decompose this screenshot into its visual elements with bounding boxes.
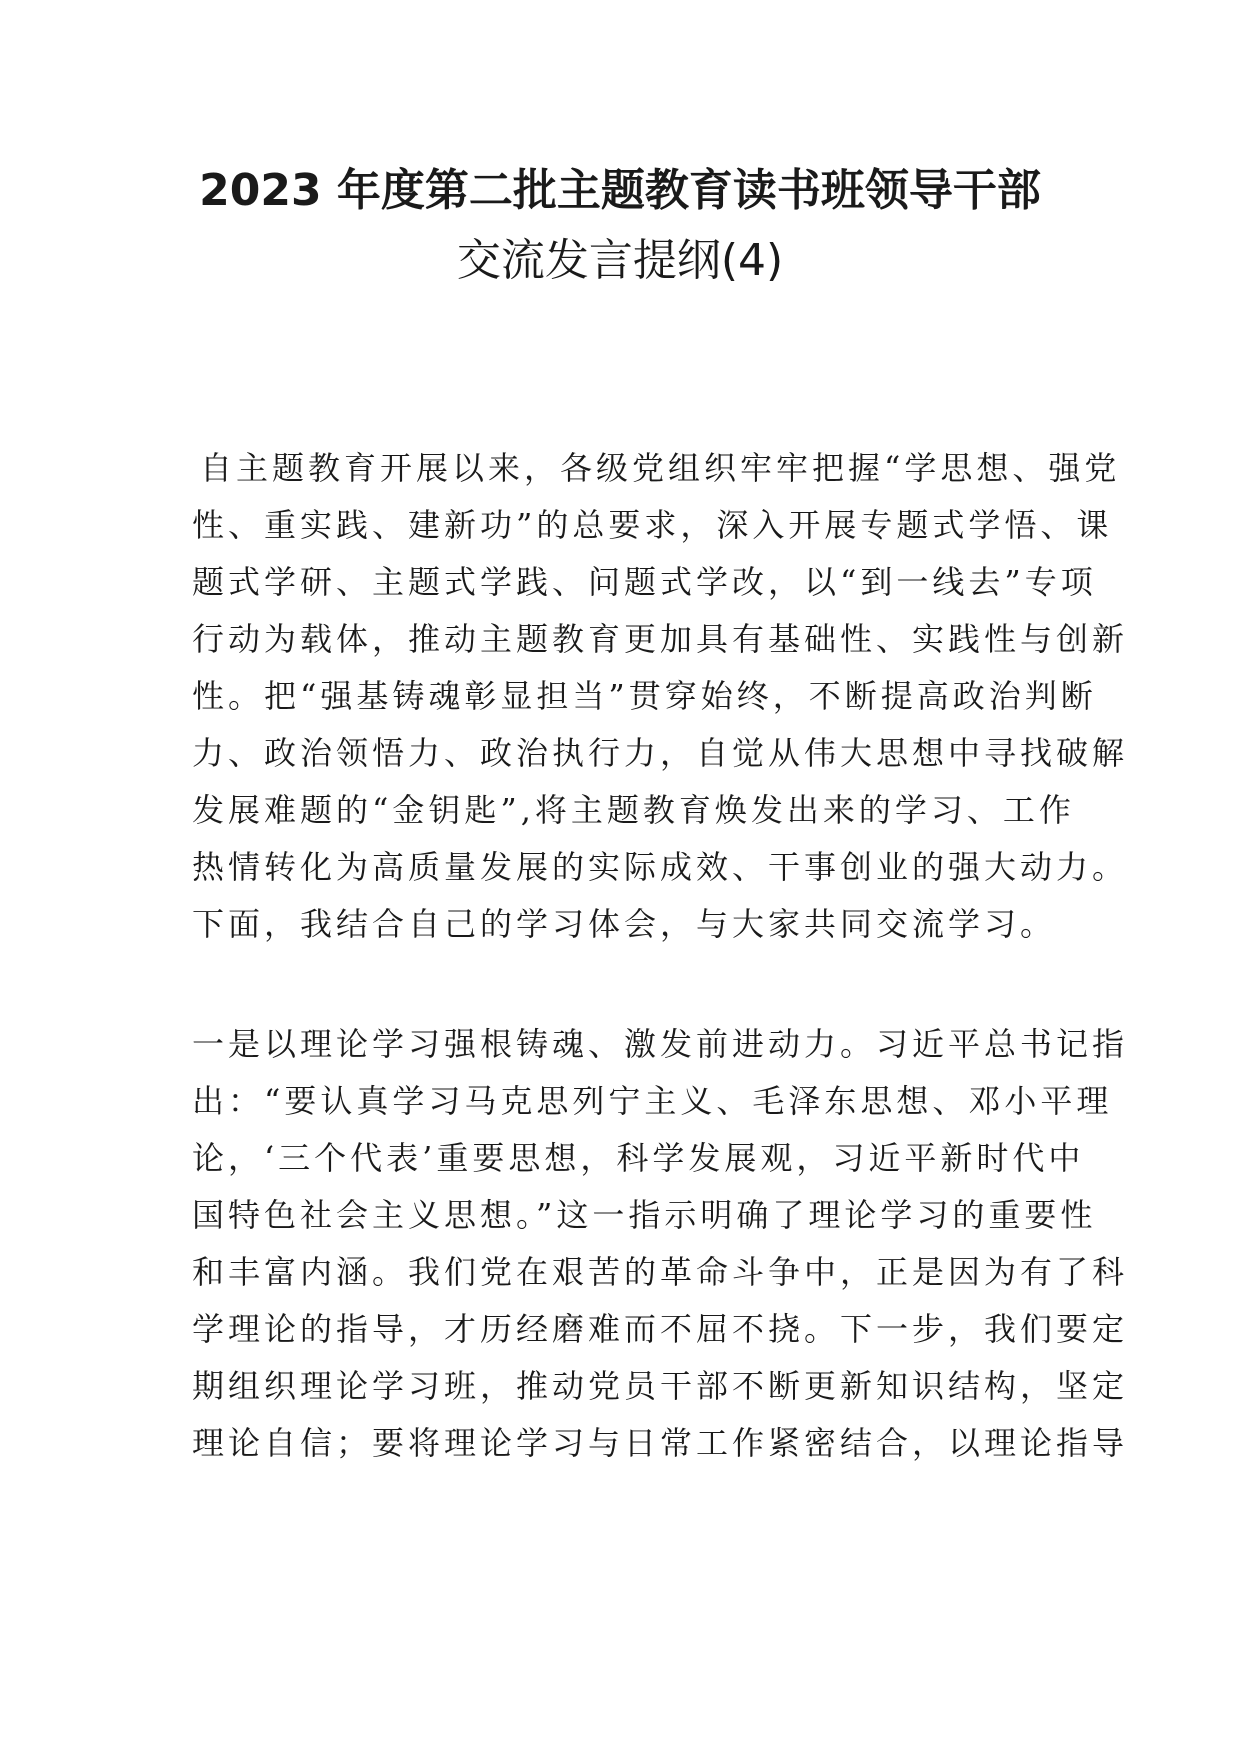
paragraph-intro — [192, 440, 1129, 953]
title-line-1: 2023 年度第二批主题教育读书班领导干部 — [199, 165, 1041, 216]
text-line: 国特色社会主义思想。”这一指示明确了理论学习的重要性 — [192, 1196, 1097, 1234]
text-line: 力、政治领悟力、政治执行力，自觉从伟大思想中寻找破解 — [192, 734, 1129, 772]
text-line: 下面，我结合自己的学习体会，与大家共同交流学习。 — [192, 905, 1057, 943]
text-line: 一是以理论学习强根铸魂、激发前进动力。习近平总书记指 — [192, 1025, 1129, 1063]
text-line: 和丰富内涵。我们党在艰苦的革命斗争中，正是因为有了科 — [192, 1253, 1129, 1291]
text-line: 论，‘三个代表’重要思想，科学发展观，习近平新时代中 — [192, 1139, 1085, 1177]
text-line: 热情转化为高质量发展的实际成效、干事创业的强大动力。 — [192, 848, 1129, 886]
text-line: 题式学研、主题式学践、问题式学改，以“到一线去”专项 — [192, 563, 1097, 601]
text-line: 出：“要认真学习马克思列宁主义、毛泽东思想、邓小平理 — [192, 1082, 1113, 1120]
text-line: 性。把“强基铸魂彰显担当”贯穿始终，不断提高政治判断 — [192, 677, 1097, 715]
text-line: 学理论的指导，才历经磨难而不屈不挠。下一步，我们要定 — [192, 1310, 1129, 1348]
text-line: 理论自信；要将理论学习与日常工作紧密结合，以理论指导 — [192, 1424, 1129, 1462]
paragraph-point-one — [192, 1016, 1129, 1472]
text-line: 发展难题的“金钥匙”,将主题教育焕发出来的学习、工作 — [192, 791, 1075, 829]
text-line: 性、重实践、建新功”的总要求，深入开展专题式学悟、课 — [192, 506, 1113, 544]
title-line-2: 交流发言提纲(4) — [456, 235, 784, 286]
text-line: 行动为载体，推动主题教育更加具有基础性、实践性与创新 — [192, 620, 1129, 658]
text-line: 自主题教育开展以来，各级党组织牢牢把握“学思想、强党 — [200, 449, 1121, 487]
text-line: 期组织理论学习班，推动党员干部不断更新知识结构，坚定 — [192, 1367, 1129, 1405]
